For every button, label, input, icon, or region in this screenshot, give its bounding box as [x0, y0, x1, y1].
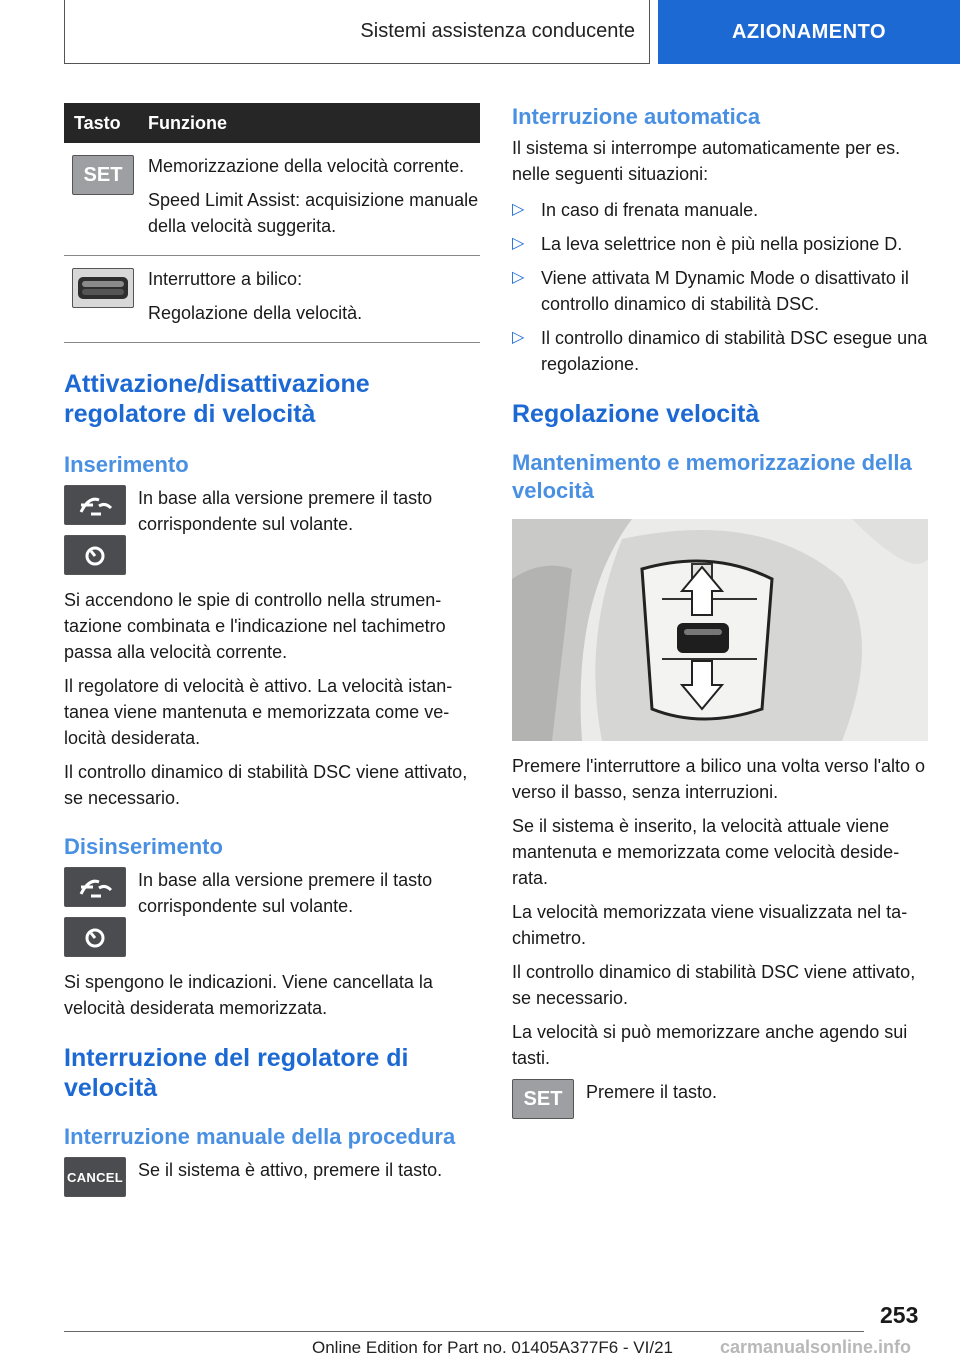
heading-speed: Regolazione velocità: [512, 400, 760, 428]
footer-divider: [64, 1331, 864, 1332]
keep-paragraph: Premere l'interruttore a bilico una volta verso l'alto o verso il basso, senza interruzioni.: [512, 756, 926, 802]
heading-keep: Mantenimento e memorizzazione della velocità: [512, 450, 912, 503]
set-text: Premere il tasto.: [586, 1082, 718, 1102]
heading-activation: Attivazione/disattivazione regolatore di velocità: [64, 370, 370, 428]
table-head-function: Funzione: [148, 112, 227, 133]
heading-manual: Interruzione manuale della procedura: [64, 1124, 456, 1149]
auto-bullet-list: [512, 197, 928, 377]
table-cell-text: Memorizzazione della velocità corrente.: [148, 156, 465, 176]
table-cell-text: Interruttore a bilico:: [148, 269, 303, 289]
insert-text: In base alla versione premere il tasto corrispondente sul volante.: [138, 488, 433, 534]
steering-wheel-photo: [512, 519, 928, 741]
page-number: 253: [880, 1302, 919, 1328]
left-column: [64, 103, 480, 1197]
insert-paragraph: Il controllo dinamico di stabilità DSC viene attivato, se necessario.: [64, 762, 468, 808]
table-head-key: Tasto: [74, 112, 121, 133]
table-cell-text: Regolazione della velocità.: [148, 303, 363, 323]
keep-paragraph: Il controllo dinamico di stabilità DSC viene attivato, se necessario.: [512, 962, 916, 1008]
disinsert-paragraph: Si spengono le indicazioni. Viene cancellata la velocità desiderata memorizzata.: [64, 972, 433, 1018]
cancel-key-icon: CANCEL: [64, 1157, 126, 1197]
table-row: [64, 143, 480, 256]
table-row: [64, 256, 480, 343]
speed-limiter-icon: [64, 917, 126, 957]
triangle-bullet-icon: ▷: [512, 201, 525, 218]
insert-paragraph: Il regolatore di velocità è attivo. La velocità istantanea viene mantenuta e memorizzata come velocità desiderata.: [64, 676, 453, 748]
disinsert-keys-block: [64, 867, 480, 957]
speed-limiter-icon: [64, 535, 126, 575]
triangle-bullet-icon: ▷: [512, 235, 525, 252]
heading-auto: Interruzione automatica: [512, 104, 761, 129]
heading-insert: Inserimento: [64, 452, 189, 477]
header-chapter-title: AZIONAMENTO: [731, 20, 886, 43]
list-item: ▷ In caso di frenata manuale.: [512, 197, 928, 223]
triangle-bullet-icon: ▷: [512, 329, 525, 346]
cruise-control-icon: [64, 485, 126, 525]
list-item: ▷ Viene attivata M Dynamic Mode o disattivato il controllo dinamico di stabilità DSC.: [512, 265, 928, 317]
triangle-bullet-icon: ▷: [512, 269, 525, 286]
manual-text: Se il sistema è attivo, premere il tasto.: [138, 1160, 443, 1180]
keep-paragraph: La velocità si può memorizzare anche agendo sui tasti.: [512, 1022, 908, 1068]
auto-intro: Il sistema si interrompe automaticamente per es. nelle seguenti situazioni:: [512, 138, 901, 184]
list-item: ▷ La leva selettrice non è più nella posizione D.: [512, 231, 928, 257]
heading-interrupt: Interruzione del regolatore di velocità: [64, 1044, 409, 1102]
list-item: ▷ Il controllo dinamico di stabilità DSC esegue una regolazione.: [512, 325, 928, 377]
insert-paragraph: Si accendono le spie di controllo nella strumentazione combinata e l'indicazione nel tachimetro passa alla velocità corrente.: [64, 590, 446, 662]
set-key-icon: SET: [512, 1079, 574, 1119]
table-header: [64, 103, 480, 143]
watermark: carmanualsonline.info: [720, 1337, 912, 1357]
set-key-icon: SET: [72, 155, 134, 195]
cruise-control-icon: [64, 867, 126, 907]
footer-edition: Online Edition for Part no. 01405A377F6 - VI/21: [312, 1338, 674, 1357]
header-section: [64, 0, 650, 64]
header-section-title: Sistemi assistenza conducente: [360, 20, 635, 42]
rocker-switch-icon: [72, 268, 134, 308]
keep-paragraph: Se il sistema è inserito, la velocità attuale viene mantenuta e memorizzata come velocità desiderata.: [512, 816, 900, 888]
table-cell-text: Speed Limit Assist: acquisizione manuale della velocità suggerita.: [148, 190, 479, 236]
heading-disinsert: Disinserimento: [64, 834, 223, 859]
insert-keys-block: [64, 485, 480, 575]
header-chapter-tab[interactable]: [658, 0, 960, 64]
keep-paragraph: La velocità memorizzata viene visualizzata nel tachimetro.: [512, 902, 908, 948]
set-key-block: [512, 1079, 928, 1119]
right-column: [512, 103, 928, 1119]
cancel-key-block: [64, 1157, 480, 1197]
disinsert-text: In base alla versione premere il tasto corrispondente sul volante.: [138, 870, 433, 916]
